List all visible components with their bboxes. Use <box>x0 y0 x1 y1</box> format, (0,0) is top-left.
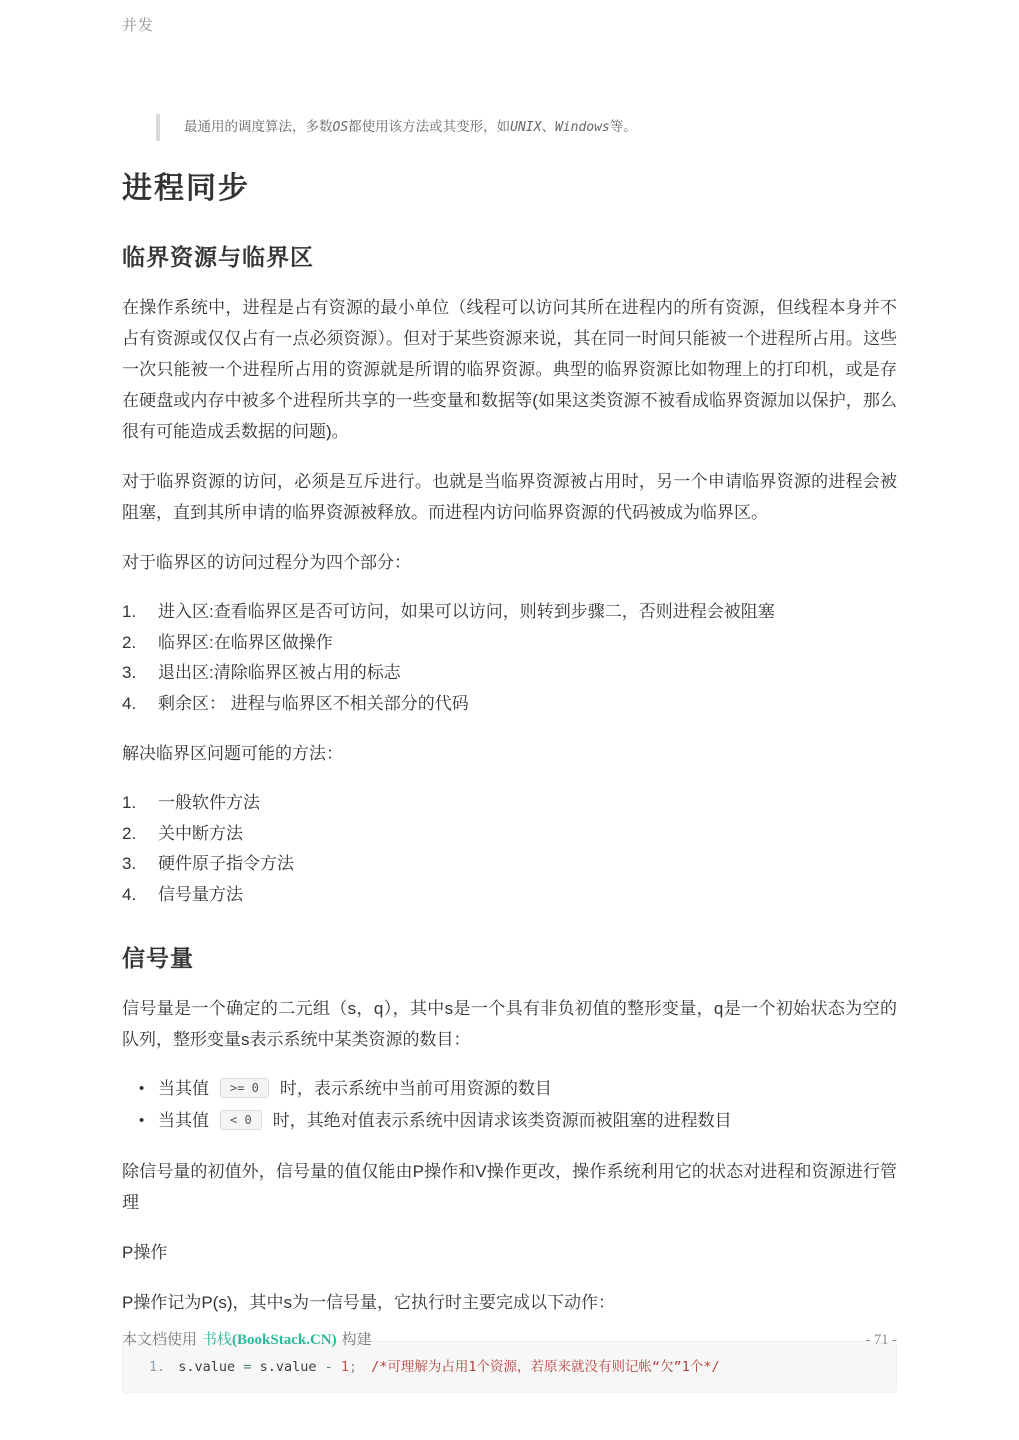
code-line <box>178 1357 719 1377</box>
list-item-text: 进入区:查看临界区是否可访问，如果可以访问，则转到步骤二，否则进程会被阻塞 <box>158 602 775 621</box>
section-title-critical-resources: 临界资源与临界区 <box>122 244 314 270</box>
code-token-comment: /*可理解为占用1个资源，若原来就没有则记帐“欠”1个*/ <box>371 1359 720 1375</box>
access-steps-list <box>122 597 897 719</box>
footer-brand-cn: 书栈 <box>202 1331 233 1348</box>
bullet-text-prefix: 当其值 <box>158 1079 209 1098</box>
code-token-variable: s.value <box>251 1359 325 1375</box>
list-item <box>122 658 897 689</box>
paragraph-solutions-intro: 解决临界区问题可能的方法： <box>122 744 343 763</box>
code-token-semicolon: ; <box>349 1359 358 1375</box>
code-token-operator: = <box>243 1359 252 1375</box>
bullet-icon: • <box>139 1080 145 1097</box>
bullet-text-prefix: 当其值 <box>158 1110 209 1130</box>
paragraph-mutual-exclusion: 对于临界资源的访问，必须是互斥进行。也就是当临界资源被占用时，另一个申请临界资源的进程会被阻塞，直到其所申请的临界资源被释放。而进程内访问临界资源的代码被成为临界区。 <box>122 472 897 522</box>
page-title: 进程同步 <box>122 172 250 205</box>
footer-build-note <box>122 1328 372 1349</box>
page-footer <box>122 1328 897 1349</box>
list-item-number: 2. <box>122 823 137 843</box>
bullet-text-suffix: 时，其绝对值表示系统中因请求该类资源而被阻塞的进程数目 <box>272 1110 732 1130</box>
list-item <box>122 849 897 880</box>
paragraph-p-operation-intro: P操作记为P(s)，其中s为一信号量，它执行时主要完成以下动作： <box>122 1293 615 1312</box>
paragraph-p-operation-label: P操作 <box>122 1243 168 1262</box>
list-item-number: 4. <box>122 693 137 713</box>
quote-segment: 、 <box>541 119 555 134</box>
paragraph-critical-intro: 在操作系统中，进程是占有资源的最小单位（线程可以访问其所在进程内的所有资源，但线程本身并不占有资源或仅仅占有一点必须资源）。但对于某些资源来说，其在同一时间只能被一个进程所占用。这些一次只能被一个进程所占用的资源就是所谓的临界资源。典型的临界资源比如物理上的打印机，或是存在硬盘或内存中被多个进程所共享的一些变量和数据等(如果这类资源不被看成临界资源加以保护，那么很有可能造成丢数据的问题)。 <box>122 298 897 441</box>
code-token-number: 1 <box>332 1359 349 1375</box>
list-item <box>122 1106 897 1138</box>
bullet-text-suffix: 时，表示系统中当前可用资源的数目 <box>279 1079 552 1098</box>
footer-prefix: 本文档使用 <box>122 1331 198 1348</box>
list-item-text: 剩余区： 进程与临界区不相关部分的代码 <box>158 693 469 713</box>
quote-text <box>160 114 637 141</box>
list-item <box>122 788 897 819</box>
quote-code-os: OS <box>332 120 349 135</box>
list-item-number: 1. <box>122 793 137 812</box>
list-item-text: 退出区:清除临界区被占用的标志 <box>158 663 401 682</box>
bullet-icon: • <box>139 1111 145 1129</box>
quote-segment: 等。 <box>609 119 637 134</box>
list-item <box>122 880 897 911</box>
list-item <box>122 597 897 628</box>
list-item-text <box>158 1106 897 1138</box>
paragraph-access-parts-intro: 对于临界区的访问过程分为四个部分： <box>122 553 411 572</box>
list-item <box>122 689 897 720</box>
list-item-number: 3. <box>122 854 137 873</box>
list-item-text <box>158 1074 897 1106</box>
quote-segment: 最通用的调度算法，多数 <box>184 119 333 134</box>
quote-code-unix: UNIX <box>510 120 542 135</box>
code-line-number: 1. <box>149 1359 166 1375</box>
list-item-text: 临界区:在临界区做操作 <box>158 632 333 652</box>
page-content <box>122 0 897 1393</box>
paragraph-semaphore-definition: 信号量是一个确定的二元组（s，q），其中s是一个具有非负初值的整形变量，q是一个初始状态为空的队列，整形变量s表示系统中某类资源的数目： <box>122 999 897 1049</box>
section-title-semaphore: 信号量 <box>122 945 194 971</box>
list-item <box>122 819 897 850</box>
quote-block <box>122 114 897 141</box>
inline-code-lt-zero: < 0 <box>220 1110 262 1130</box>
list-item-number: 2. <box>122 632 137 652</box>
code-token-variable: s.value <box>178 1359 244 1375</box>
list-item-number: 4. <box>122 884 137 904</box>
list-item <box>122 1074 897 1106</box>
paragraph-pv-management: 除信号量的初值外，信号量的值仅能由P操作和V操作更改，操作系统利用它的状态对进程和资源进行管理 <box>122 1162 897 1212</box>
solution-methods-list <box>122 788 897 910</box>
page-number: - 71 - <box>865 1332 897 1348</box>
running-header: 并发 <box>122 17 155 34</box>
list-item-text: 一般软件方法 <box>158 793 260 812</box>
list-item-number: 1. <box>122 602 137 621</box>
list-item-number: 3. <box>122 663 137 682</box>
list-item-text: 信号量方法 <box>158 884 243 904</box>
footer-brand-en: (BookStack.CN) <box>232 1332 337 1348</box>
footer-suffix: 构建 <box>341 1331 372 1348</box>
semaphore-value-list <box>122 1074 897 1137</box>
list-item-text: 关中断方法 <box>158 823 243 843</box>
inline-code-ge-zero: >= 0 <box>220 1078 269 1098</box>
list-item <box>122 628 897 659</box>
quote-segment: 都使用该方法或其变形，如 <box>348 119 511 134</box>
code-token-operator: - <box>324 1359 333 1375</box>
quote-code-windows: Windows <box>554 120 610 135</box>
list-item-text: 硬件原子指令方法 <box>158 854 294 873</box>
